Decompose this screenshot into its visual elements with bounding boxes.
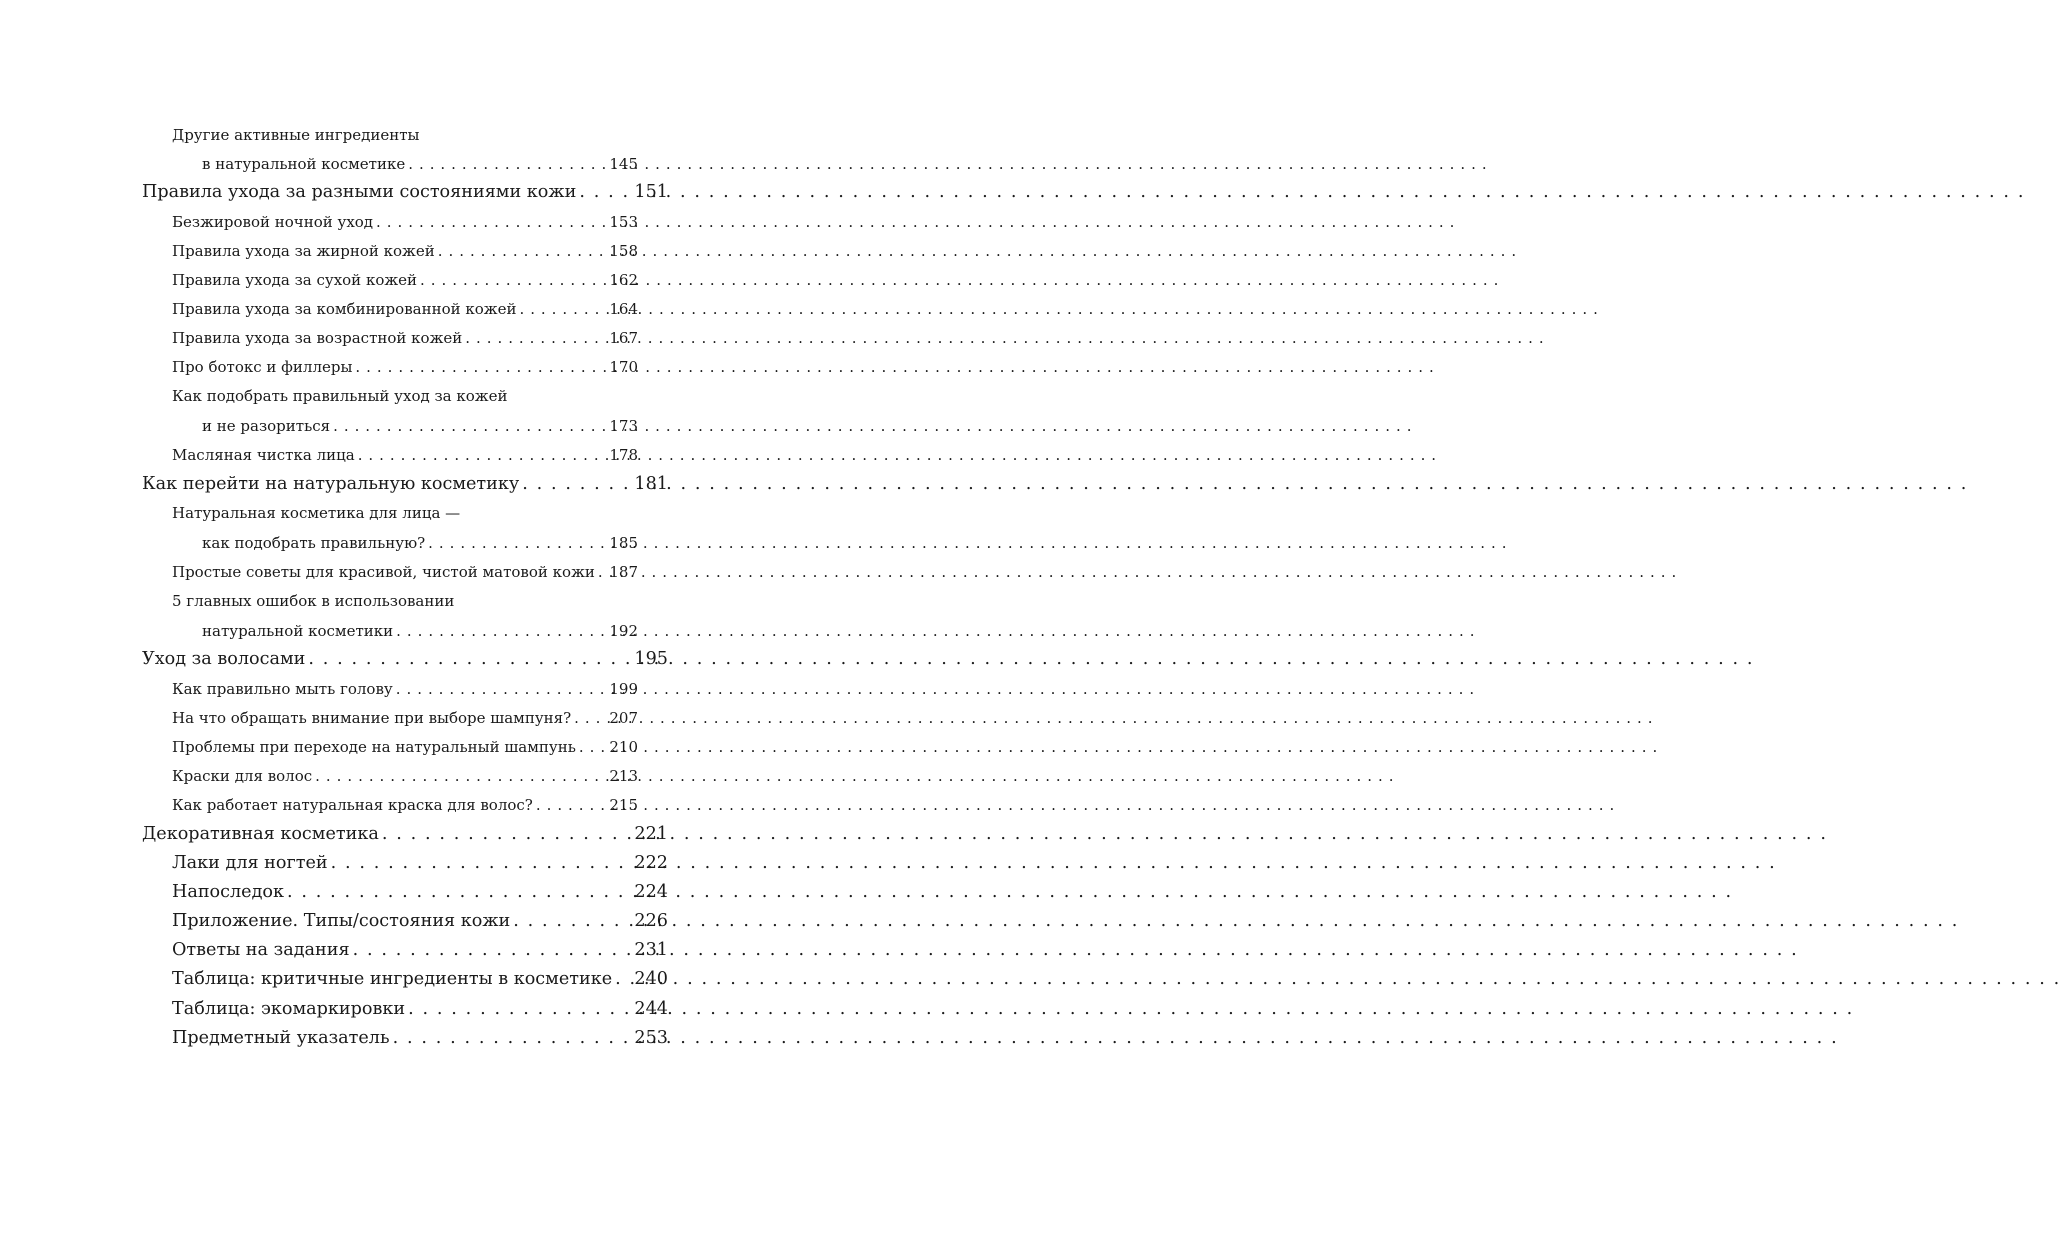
toc-entry-title: и не разориться [202,417,331,435]
toc-page-number: 170 [609,358,638,376]
toc-entry [172,911,668,931]
toc-entry-title: Как правильно мыть голову [172,680,393,698]
toc-entry [172,853,668,873]
toc-entry-title: Масляная чистка лица [172,446,355,464]
toc-entry-title: Ответы на задания [172,940,350,960]
dot-leader [358,446,608,464]
toc-entry [172,387,638,405]
toc-entry-title: Таблица: экомаркировки [172,999,406,1019]
dot-leader [579,182,632,202]
dot-leader [396,680,608,698]
toc-entry [172,940,668,960]
toc-page-number: 164 [609,300,638,318]
toc-entry-title: Правила ухода за комбинированной кожей [172,300,517,318]
dot-leader [579,738,607,756]
toc-entry-title: Другие активные ингредиенты [172,126,420,144]
toc-page-number: 240 [634,969,668,989]
toc-page-number: 253 [634,1028,668,1048]
toc-entry [172,446,638,464]
toc-entry [172,563,638,581]
toc-entry [172,592,638,610]
toc-entry [202,417,638,435]
toc-page-number: 195 [634,649,668,669]
toc-entry [172,358,638,376]
dot-leader [513,911,632,931]
toc-entry [202,534,638,552]
toc-entry [142,649,668,669]
toc-entry [172,271,638,289]
toc-entry-title: Правила ухода за разными состояниями кожи [142,182,577,202]
toc-page-number: 187 [609,563,638,581]
toc-entry-title: 5 главных ошибок в использовании [172,592,455,610]
toc-page-number: 192 [609,622,638,640]
dot-leader [315,767,607,785]
toc-entry-title: Натуральная косметика для лица — [172,504,461,522]
toc-entry [172,300,638,318]
dot-leader [355,358,607,376]
toc-page-number: 244 [634,999,668,1019]
dot-leader [287,882,632,902]
toc-page-number: 173 [609,417,638,435]
dot-leader [408,155,607,173]
toc-page-number: 224 [634,882,668,902]
dot-leader [522,474,632,494]
toc-entry [172,709,638,727]
toc-entry [142,474,668,494]
dot-leader [428,534,607,552]
toc-entry-title: натуральной косметики [202,622,394,640]
toc-entry [172,969,668,989]
toc-entry-title: На что обращать внимание при выборе шампуня? [172,709,572,727]
toc-entry-title: Безжировой ночной уход [172,213,374,231]
dot-leader [382,824,633,844]
toc-entry [172,213,638,231]
dot-leader [376,213,607,231]
toc-entry-title: Декоративная косметика [142,824,379,844]
toc-page-number: 162 [609,271,638,289]
toc-entry-title: в натуральной косметике [202,155,406,173]
toc-entry [202,622,638,640]
toc-entry [172,738,638,756]
toc-page-number: 213 [609,767,638,785]
toc-entry-title: Предметный указатель [172,1028,390,1048]
toc-entry-title: Правила ухода за возрастной кожей [172,329,463,347]
toc-page-number: 178 [609,446,638,464]
toc-page-number: 153 [609,213,638,231]
toc-entry-title: Как подобрать правильный уход за кожей [172,387,508,405]
dot-leader [574,709,607,727]
toc-entry [172,329,638,347]
toc-entry [172,796,638,814]
toc-page-number: 167 [609,329,638,347]
dot-leader [333,417,607,435]
toc-page-number: 226 [634,911,668,931]
dot-leader [331,853,633,873]
toc-entry [172,126,638,144]
toc-page-number: 207 [609,709,638,727]
toc-page-number: 158 [609,242,638,260]
toc-entry-title: Как работает натуральная краска для волос? [172,796,533,814]
toc-entry [172,504,638,522]
toc-entry [142,182,668,202]
toc-page-number: 222 [634,853,668,873]
toc-entry [172,242,638,260]
table-of-contents [0,0,768,1241]
toc-page-number: 199 [609,680,638,698]
toc-entry [172,767,638,785]
toc-entry-title: Как перейти на натуральную косметику [142,474,520,494]
toc-entry [172,882,668,902]
toc-page-number: 231 [634,940,668,960]
dot-leader [393,1028,633,1048]
toc-entry-title: Таблица: критичные ингредиенты в косметике [172,969,613,989]
dot-leader [598,563,607,581]
toc-page-number: 185 [609,534,638,552]
toc-entry-title: Про ботокс и филлеры [172,358,353,376]
dot-leader [438,242,608,260]
toc-entry-title: Уход за волосами [142,649,306,669]
toc-entry-title: Приложение. Типы/состояния кожи [172,911,511,931]
toc-page-number: 181 [634,474,668,494]
toc-entry-title: Лаки для ногтей [172,853,328,873]
toc-entry [172,999,668,1019]
dot-leader [308,649,632,669]
toc-entry [172,680,638,698]
toc-page-number: 210 [609,738,638,756]
toc-entry-title: как подобрать правильную? [202,534,426,552]
dot-leader [408,999,632,1019]
toc-entry-title: Напоследок [172,882,285,902]
toc-page-number: 151 [634,182,668,202]
toc-page-number: 145 [609,155,638,173]
dot-leader [519,300,607,318]
toc-page-number: 221 [634,824,668,844]
toc-entry-title: Простые советы для красивой, чистой матовой кожи [172,563,595,581]
toc-entry [202,155,638,173]
dot-leader [465,329,607,347]
dot-leader [536,796,608,814]
toc-entry-title: Правила ухода за жирной кожей [172,242,435,260]
toc-entry-title: Правила ухода за сухой кожей [172,271,418,289]
dot-leader [615,969,632,989]
toc-entry-title: Краски для волос [172,767,313,785]
toc-entry [172,1028,668,1048]
dot-leader [396,622,607,640]
toc-entry-title: Проблемы при переходе на натуральный шампунь [172,738,576,756]
dot-leader [420,271,607,289]
dot-leader [353,940,633,960]
toc-page-number: 215 [609,796,638,814]
toc-entry [142,824,668,844]
